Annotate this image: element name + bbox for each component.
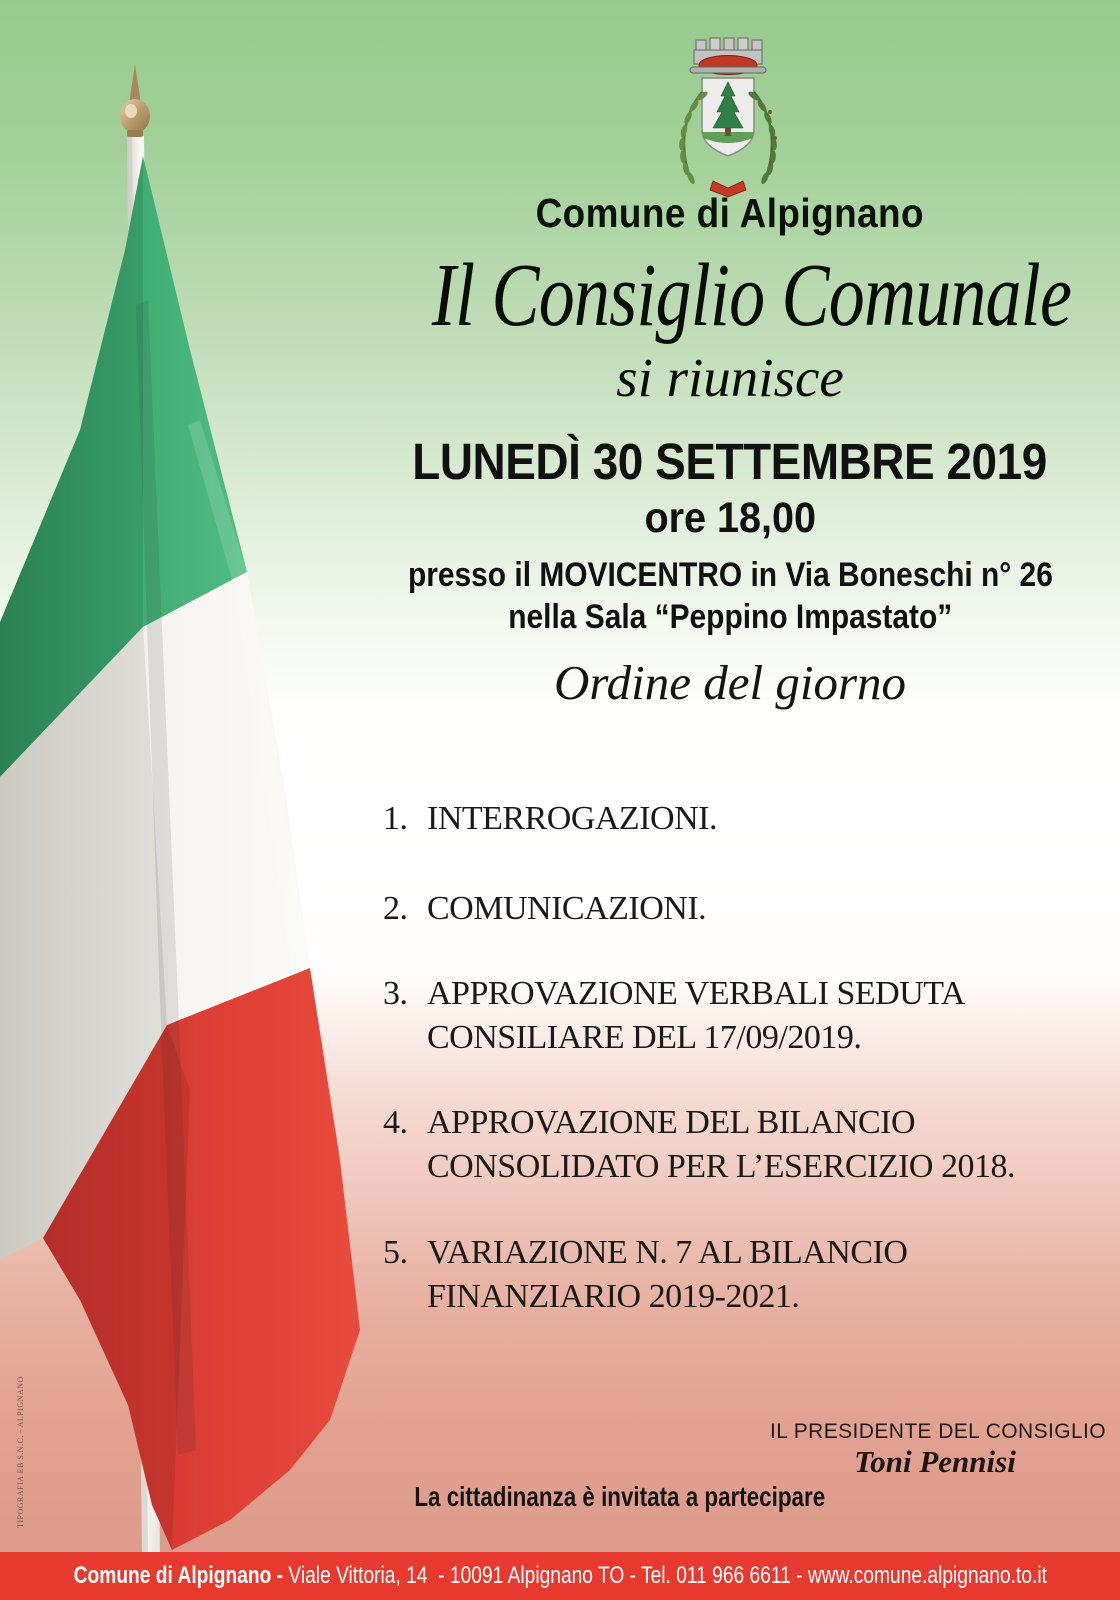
footer-text [73,1562,1046,1590]
agenda-item-number: 2. [383,890,408,927]
council-subtitle: si riunisce [616,347,844,408]
invitation-text: La cittadinanza è invitata a partecipare [414,1481,826,1512]
president-role: IL PRESIDENTE DEL CONSIGLIO [770,1420,1106,1443]
agenda-item-number: 5. [383,1234,408,1271]
agenda-item-text: CONSILIARE DEL 17/09/2019. [427,1019,862,1056]
footer-bar [0,1552,1120,1600]
footer-municipality: Comune di Alpignano - [73,1562,289,1589]
agenda-item-1 [383,797,1083,841]
agenda-item-2 [383,887,1083,931]
agenda-item-text: CONSOLIDATO PER L’ESERCIZIO 2018. [427,1148,1015,1185]
mural-crown-icon [690,38,766,75]
flag-fabric [0,156,360,1550]
agenda-item-text: APPROVAZIONE VERBALI SEDUTA [427,975,965,1012]
agenda-item-5 [383,1231,1083,1319]
printer-credit: TIPOGRAFIA EB S.N.C. - ALPIGNANO [16,1376,25,1528]
venue-line-1: presso il MOVICENTRO in Via Boneschi n° 26 [407,556,1053,594]
meeting-date: LUNEDÌ 30 SETTEMBRE 2019 [412,433,1048,490]
shield-icon [702,78,754,156]
venue-line-2: nella Sala “Peppino Impastato” [508,598,952,636]
agenda-item-text: VARIAZIONE N. 7 AL BILANCIO [427,1234,908,1271]
meeting-time: ore 18,00 [644,494,816,542]
italian-flag-icon [0,0,380,1600]
agenda-item-text: COMUNICAZIONI. [427,890,707,927]
agenda-item-3 [383,972,1083,1060]
agenda-item-text: APPROVAZIONE DEL BILANCIO [427,1104,916,1141]
agenda-item-number: 4. [383,1104,408,1141]
council-title: Il Consiglio Comunale [431,246,1072,345]
footer-address: Viale Vittoria, 14 - 10091 Alpignano TO - Tel. 011 966 6611 - www.comune.alpignano.to.it [288,1562,1047,1589]
coat-of-arms-icon [658,34,798,198]
agenda-item-text: INTERROGAZIONI. [427,800,717,837]
municipality-name: Comune di Alpignano [535,190,925,236]
flag-finial-icon [120,64,150,137]
president-name: Toni Pennisi [854,1444,1016,1479]
agenda-heading: Ordine del giorno [553,655,907,710]
agenda-item-number: 3. [383,975,408,1012]
agenda-item-text: FINANZIARIO 2019-2021. [427,1278,800,1315]
agenda-item-4 [383,1101,1083,1189]
agenda-item-number: 1. [383,800,408,837]
